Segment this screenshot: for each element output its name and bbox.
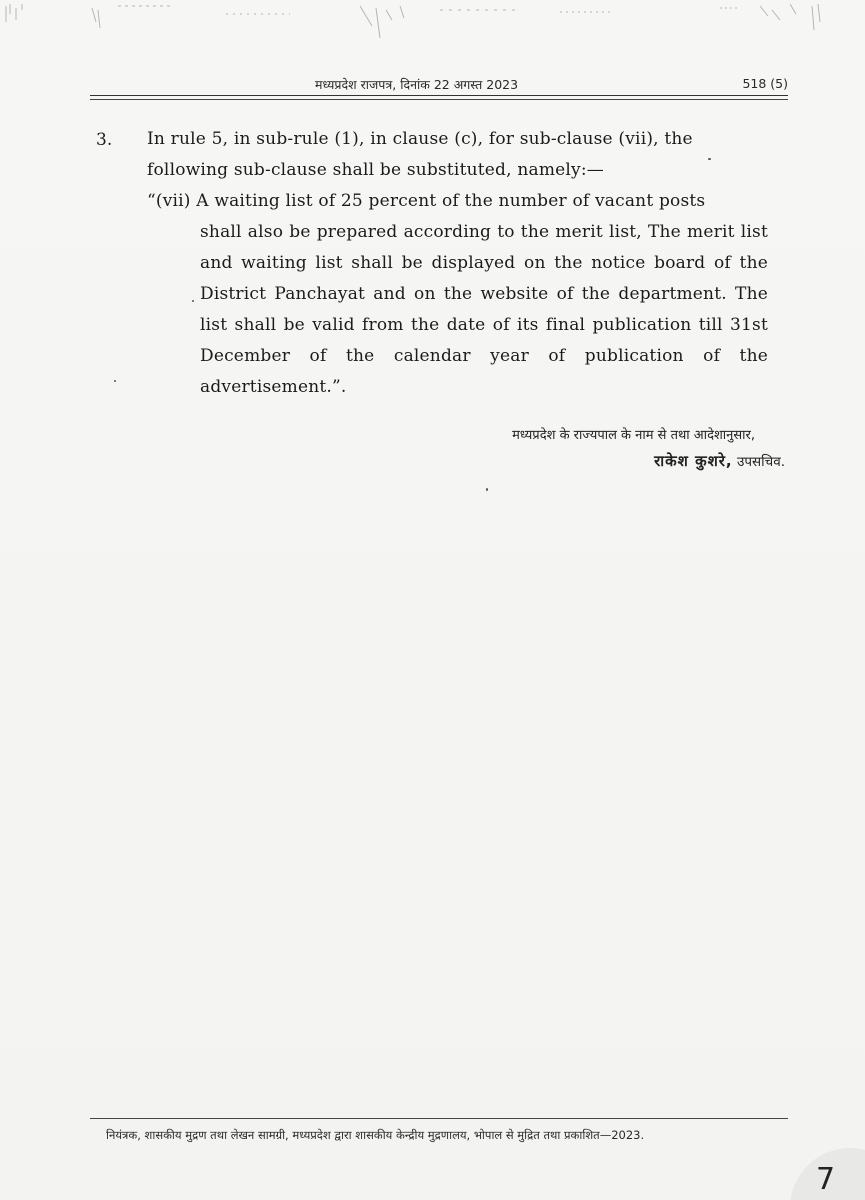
substituted-clause-text: shall also be prepared according to the merit list, The merit list and waiting list shall be displayed on the notice board of the District Panchayat and on the website of the department. The list shall be valid from the date of its final publication till 31st December of the calendar year of publication of the advertisement.”.	[200, 222, 768, 397]
page-number: 518 (5)	[742, 76, 788, 91]
intro-line-2: following sub-clause shall be substituted, namely:—	[147, 160, 604, 180]
item-number: 3.	[96, 130, 113, 150]
header-rule-bottom	[90, 99, 788, 100]
printer-imprint: नियंत्रक, शासकीय मुद्रण तथा लेखन सामग्री, मध्यप्रदेश द्वारा शासकीय केन्द्रीय मुद्रणालय, भोपाल से मुद्रित तथा प्रकाशित—2023.	[106, 1128, 645, 1142]
signatory-name: राकेश कुशरे,	[654, 452, 733, 470]
substituted-clause-lead: “(vii) A waiting list of 25 percent of the number of vacant posts	[147, 191, 706, 211]
scan-speck	[486, 488, 488, 491]
scan-speck	[114, 380, 116, 382]
authority-line: मध्यप्रदेश के राज्यपाल के नाम से तथा आदेशानुसार,	[512, 428, 755, 443]
signatory-designation: उपसचिव.	[736, 454, 785, 470]
amendment-intro	[147, 124, 777, 186]
page-count-number: 7	[816, 1162, 836, 1197]
scan-speck	[192, 300, 194, 302]
footer-rule	[90, 1118, 788, 1119]
signatory	[654, 451, 785, 471]
header-rule-top	[90, 95, 788, 96]
gazette-title: मध्यप्रदेश राजपत्र, दिनांक 22 अगस्त 2023	[315, 77, 519, 92]
intro-line-1: In rule 5, in sub-rule (1), in clause (c), for sub-clause (vii), the	[147, 129, 693, 149]
scan-speck	[708, 158, 711, 160]
scan-artifacts-top	[0, 0, 865, 48]
